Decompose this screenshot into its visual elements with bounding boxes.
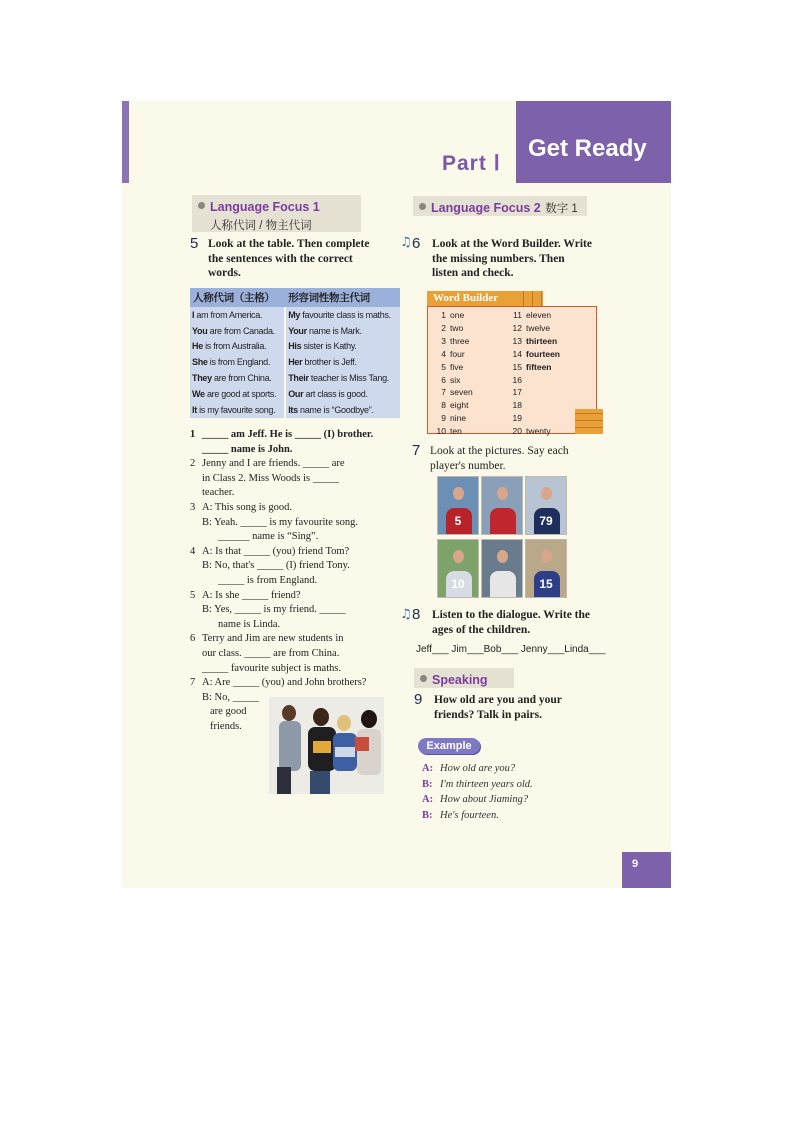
word-builder-row bbox=[432, 348, 473, 361]
pronoun-word: I bbox=[192, 309, 195, 320]
pronoun-table-cell bbox=[285, 339, 400, 355]
number-word: nine bbox=[450, 413, 467, 424]
q5-instruction bbox=[208, 237, 369, 281]
word-builder-row bbox=[432, 309, 473, 322]
pronoun-word: Its bbox=[288, 404, 298, 415]
sentence-rest: art class is good. bbox=[303, 388, 368, 399]
pronoun-table-cell bbox=[190, 307, 285, 323]
sentence-rest: teacher is Miss Tang. bbox=[308, 373, 389, 384]
number-digit: 5 bbox=[441, 361, 446, 372]
player-photo bbox=[481, 476, 523, 535]
number-digit: 4 bbox=[441, 348, 446, 359]
word-builder-title: Word Builder bbox=[427, 291, 517, 306]
word-builder-row bbox=[432, 322, 473, 335]
pronoun-table-cell bbox=[285, 354, 400, 370]
exercise-text: friends. bbox=[210, 720, 242, 732]
exercise-text: our class. _____ are from China. bbox=[202, 647, 340, 659]
q9-line-1: How old are you and your bbox=[434, 694, 562, 706]
dialogue-text: How about Jiaming? bbox=[440, 794, 529, 806]
q6-line-2: the missing numbers. Then bbox=[432, 252, 565, 265]
pronoun-word: She bbox=[192, 357, 208, 368]
sentence-rest: am from America. bbox=[194, 309, 263, 320]
q8-instruction bbox=[432, 608, 590, 637]
number-word: five bbox=[450, 361, 464, 372]
pronoun-table-cell bbox=[285, 307, 400, 323]
pronoun-word: He bbox=[192, 341, 203, 352]
number-word: thirteen bbox=[526, 335, 558, 346]
word-builder-row bbox=[508, 309, 560, 322]
number-digit: 1 bbox=[441, 310, 446, 320]
pronoun-table-cell bbox=[190, 402, 285, 418]
number-digit: 20 bbox=[512, 426, 522, 437]
exercise-text: B: No, that's _____ (I) friend Tony. bbox=[202, 560, 350, 572]
number-digit: 13 bbox=[512, 335, 522, 346]
pronoun-table-row bbox=[190, 354, 400, 370]
pronoun-table-cell bbox=[285, 370, 400, 386]
pronoun-word: Their bbox=[288, 373, 309, 384]
exercise-line bbox=[190, 559, 400, 574]
q8-line-1: Listen to the dialogue. Write the bbox=[432, 609, 591, 621]
player-head bbox=[497, 487, 508, 500]
dialogue-text: I'm thirteen years old. bbox=[440, 778, 533, 790]
exercise-line bbox=[190, 647, 400, 662]
language-focus-2-header bbox=[413, 196, 587, 216]
player-head bbox=[541, 487, 552, 500]
pronoun-word: It bbox=[192, 404, 197, 415]
pronoun-word: My bbox=[288, 309, 301, 320]
q6-line-1: Look at the Word Builder. Write bbox=[432, 238, 592, 250]
number-word: fifteen bbox=[526, 361, 552, 372]
pronoun-word: Her bbox=[288, 357, 303, 368]
q5-number: 5 bbox=[190, 235, 199, 252]
dialogue-text: He's fourteen. bbox=[440, 809, 499, 821]
number-word: four bbox=[450, 348, 465, 359]
exercise-line bbox=[190, 501, 400, 516]
q5-line-2: the sentences with the correct bbox=[208, 252, 353, 265]
pronoun-word: Your bbox=[288, 325, 307, 336]
word-builder-body bbox=[427, 306, 597, 437]
exercise-line bbox=[190, 516, 400, 531]
player-head bbox=[453, 550, 464, 563]
word-builder-row bbox=[508, 425, 560, 438]
player-jersey bbox=[490, 508, 516, 535]
dialogue-text: How old are you? bbox=[440, 763, 516, 774]
pronoun-table-header-1: 人称代词（主格） bbox=[190, 288, 285, 307]
player-photo bbox=[525, 476, 567, 535]
language-focus-1-subtitle: 人称代词 / 物主代词 bbox=[210, 220, 312, 232]
exercise-text: A: This song is good. bbox=[202, 501, 292, 513]
q7-number: 7 bbox=[412, 442, 421, 459]
word-builder-row bbox=[432, 425, 473, 438]
pronoun-word: They bbox=[192, 373, 212, 384]
number-digit: 9 bbox=[441, 413, 446, 424]
get-ready-banner: Get Ready bbox=[516, 101, 671, 183]
pronoun-table-cell bbox=[190, 339, 285, 355]
pronoun-table bbox=[190, 288, 400, 418]
word-builder-row bbox=[432, 399, 473, 412]
number-digit: 11 bbox=[513, 310, 522, 320]
word-builder-row bbox=[508, 412, 560, 425]
word-builder-row bbox=[432, 361, 473, 374]
language-focus-1-header bbox=[192, 195, 361, 232]
brick-decoration bbox=[575, 409, 603, 434]
number-word: one bbox=[450, 310, 465, 320]
exercise-text: B: Yeah. _____ is my favourite song. bbox=[202, 516, 359, 528]
exercise-text: _____ favourite subject is maths. bbox=[202, 662, 342, 674]
sentence-rest: is from Australia. bbox=[202, 341, 267, 352]
number-word: six bbox=[450, 374, 461, 385]
word-builder-row bbox=[508, 374, 560, 387]
player-photo bbox=[437, 476, 479, 535]
exercise-line bbox=[190, 530, 400, 545]
word-builder-row bbox=[508, 335, 560, 348]
exercise-line bbox=[190, 428, 400, 443]
pronoun-word: We bbox=[192, 388, 205, 399]
bullet-icon bbox=[420, 675, 427, 682]
pronoun-table-cell bbox=[190, 323, 285, 339]
number-digit: 12 bbox=[512, 322, 522, 333]
number-digit: 18 bbox=[512, 400, 522, 411]
exercise-text: _____ am Jeff. He is _____ (I) brother. bbox=[202, 429, 374, 440]
exercise-line bbox=[190, 632, 400, 647]
q8-line-2: ages of the children. bbox=[432, 623, 531, 636]
word-builder-row bbox=[508, 386, 560, 399]
speaking-title: Speaking bbox=[432, 673, 488, 687]
word-builder-row bbox=[432, 386, 473, 399]
dialogue-line bbox=[422, 808, 533, 824]
exercise-line bbox=[190, 545, 400, 560]
sentence-rest: name is “Goodbye”. bbox=[297, 404, 374, 415]
pronoun-table-row bbox=[190, 370, 400, 386]
example-badge: Example bbox=[418, 738, 480, 754]
number-digit: 10 bbox=[436, 426, 446, 437]
q6-instruction bbox=[432, 237, 592, 281]
q5-line-1: Look at the table. Then complete bbox=[208, 238, 370, 250]
jersey-number: 10 bbox=[451, 577, 465, 591]
exercise-line bbox=[190, 618, 400, 633]
part-title: Part Ⅰ bbox=[442, 152, 501, 175]
audio-icon[interactable]: ♫ bbox=[400, 607, 412, 622]
ages-answer-line: Jeff___ Jim___Bob___ Jenny___Linda___ bbox=[416, 644, 606, 655]
textbook-page bbox=[122, 101, 671, 888]
number-word: two bbox=[450, 322, 464, 333]
q6-line-3: listen and check. bbox=[432, 267, 514, 279]
sentence-rest: brother is Jeff. bbox=[302, 357, 357, 368]
number-digit: 8 bbox=[441, 400, 446, 411]
pronoun-table-row bbox=[190, 339, 400, 355]
bullet-icon bbox=[419, 203, 426, 210]
audio-icon[interactable]: ♫ bbox=[400, 235, 412, 250]
q5-line-3: words. bbox=[208, 267, 241, 279]
pronoun-table-row bbox=[190, 386, 400, 402]
page-number: 9 bbox=[622, 852, 671, 888]
exercise-text: name is Linda. bbox=[218, 618, 281, 630]
exercise-number: 7 bbox=[190, 677, 196, 689]
language-focus-1-title: Language Focus 1 bbox=[210, 200, 320, 214]
sentence-rest: sister is Kathy. bbox=[301, 341, 357, 352]
pronoun-table-cell bbox=[285, 402, 400, 418]
word-builder-row bbox=[508, 399, 560, 412]
jersey-number: 79 bbox=[539, 514, 553, 528]
pronoun-table-cell bbox=[190, 370, 285, 386]
left-color-strip bbox=[122, 101, 129, 183]
speaker-label: A: bbox=[422, 763, 434, 774]
pronoun-word: You bbox=[192, 325, 208, 336]
pronoun-word: Our bbox=[288, 388, 304, 399]
exercise-line bbox=[190, 486, 400, 501]
exercise-number: 3 bbox=[190, 501, 196, 513]
exercise-text: _____ name is John. bbox=[202, 443, 293, 455]
pronoun-table-row bbox=[190, 323, 400, 339]
example-dialogue bbox=[422, 761, 533, 823]
exercise-text: ______ name is “Sing”. bbox=[218, 531, 319, 543]
exercise-text: B: Yes, _____ is my friend. _____ bbox=[202, 604, 346, 616]
sentence-rest: is from England. bbox=[207, 357, 271, 368]
students-photo bbox=[269, 697, 384, 794]
exercise-line bbox=[190, 603, 400, 618]
number-word: seven bbox=[450, 387, 473, 398]
number-word: three bbox=[450, 335, 470, 346]
word-builder-row bbox=[508, 322, 560, 335]
number-digit: 3 bbox=[441, 335, 446, 346]
speaking-header bbox=[414, 668, 514, 688]
exercise-text: A: Is she _____ friend? bbox=[202, 589, 301, 601]
sentence-rest: name is Mark. bbox=[306, 325, 362, 336]
exercise-line bbox=[190, 676, 400, 691]
number-word: eleven bbox=[526, 310, 552, 320]
number-digit: 17 bbox=[512, 387, 522, 398]
pronoun-table-header-2: 形容词性物主代词 bbox=[285, 288, 400, 307]
word-builder-right-column bbox=[508, 309, 560, 438]
brick-decoration bbox=[515, 291, 543, 306]
speaker-label: A: bbox=[422, 794, 434, 806]
number-word: eight bbox=[450, 400, 469, 411]
player-head bbox=[497, 550, 508, 563]
jersey-number: 5 bbox=[454, 514, 462, 528]
number-word: twenty bbox=[526, 426, 551, 437]
player-photos bbox=[437, 476, 569, 598]
exercise-line bbox=[190, 589, 400, 604]
exercise-text: A: Is that _____ (you) friend Tom? bbox=[202, 545, 350, 557]
exercise-text: Jenny and I are friends. _____ are bbox=[202, 458, 345, 470]
word-builder-row bbox=[432, 374, 473, 387]
word-builder bbox=[427, 291, 597, 436]
pronoun-word: His bbox=[288, 341, 302, 352]
number-digit: 16 bbox=[512, 374, 522, 385]
pronoun-table-row bbox=[190, 307, 400, 323]
exercise-line bbox=[190, 662, 400, 677]
dialogue-line bbox=[422, 777, 533, 793]
q6-number: 6 bbox=[412, 235, 421, 252]
word-builder-row bbox=[508, 361, 560, 374]
number-digit: 2 bbox=[441, 322, 446, 333]
number-word: twelve bbox=[526, 322, 551, 333]
word-builder-row bbox=[508, 348, 560, 361]
exercise-line bbox=[190, 443, 400, 458]
number-digit: 6 bbox=[441, 374, 446, 385]
exercise-text: _____ is from England. bbox=[218, 574, 318, 586]
jersey-number: 15 bbox=[539, 577, 553, 591]
exercise-text: B: No, _____ bbox=[202, 691, 259, 703]
number-digit: 15 bbox=[512, 361, 522, 372]
player-photo bbox=[481, 539, 523, 598]
exercise-text: in Class 2. Miss Woods is _____ bbox=[202, 472, 339, 484]
exercise-text: are good bbox=[210, 706, 247, 718]
exercise-line bbox=[190, 472, 400, 487]
sentence-rest: are from Canada. bbox=[207, 325, 275, 336]
exercise-text: teacher. bbox=[202, 487, 235, 499]
player-head bbox=[453, 487, 464, 500]
exercise-number: 2 bbox=[190, 458, 196, 470]
word-builder-row bbox=[432, 335, 473, 348]
word-builder-row bbox=[432, 412, 473, 425]
pronoun-table-cell bbox=[285, 323, 400, 339]
number-digit: 14 bbox=[512, 348, 522, 359]
language-focus-2-subtitle: 数字 1 bbox=[545, 203, 578, 215]
pronoun-table-cell bbox=[285, 386, 400, 402]
q9-line-2: friends? Talk in pairs. bbox=[434, 708, 543, 721]
exercise-text: A: Are _____ (you) and John brothers? bbox=[202, 677, 367, 689]
exercise-line bbox=[190, 457, 400, 472]
language-focus-2-title: Language Focus 2 bbox=[431, 201, 541, 215]
number-digit: 7 bbox=[441, 387, 446, 398]
speaker-label: B: bbox=[422, 809, 433, 821]
dialogue-line bbox=[422, 761, 533, 777]
pronoun-table-cell bbox=[190, 354, 285, 370]
q7-line-1: Look at the pictures. Say each bbox=[430, 445, 569, 457]
exercise-number: 5 bbox=[190, 589, 196, 601]
number-word: fourteen bbox=[526, 348, 560, 359]
bullet-icon bbox=[198, 202, 205, 209]
sentence-rest: is my favourite song. bbox=[196, 404, 276, 415]
number-digit: 19 bbox=[512, 413, 522, 424]
sentence-rest: are from China. bbox=[211, 373, 272, 384]
q9-instruction bbox=[434, 693, 562, 722]
q9-number: 9 bbox=[414, 691, 423, 708]
player-photo bbox=[525, 539, 567, 598]
q7-line-2: player's number. bbox=[430, 459, 506, 472]
pronoun-table-row bbox=[190, 402, 400, 418]
player-head bbox=[541, 550, 552, 563]
exercise-number: 4 bbox=[190, 545, 196, 557]
exercise-text: Terry and Jim are new students in bbox=[202, 633, 344, 645]
q8-number: 8 bbox=[412, 606, 421, 623]
exercise-number: 6 bbox=[190, 633, 196, 645]
sentence-rest: favourite class is maths. bbox=[300, 309, 391, 320]
number-word: ten bbox=[450, 426, 462, 437]
exercise-line bbox=[190, 574, 400, 589]
player-jersey bbox=[490, 571, 516, 598]
pronoun-table-cell bbox=[190, 386, 285, 402]
dialogue-line bbox=[422, 792, 533, 808]
q7-instruction bbox=[430, 444, 569, 473]
q5-exercises bbox=[190, 428, 400, 734]
speaker-label: B: bbox=[422, 778, 433, 790]
player-photo bbox=[437, 539, 479, 598]
word-builder-left-column bbox=[432, 309, 473, 438]
sentence-rest: are good at sports. bbox=[204, 388, 277, 399]
exercise-number: 1 bbox=[190, 429, 196, 440]
